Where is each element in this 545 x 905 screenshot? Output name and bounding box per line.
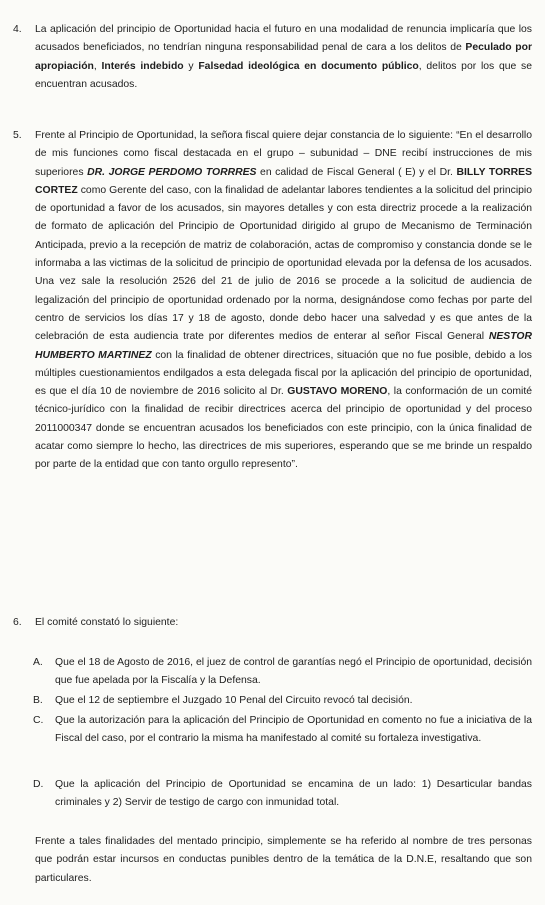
item-6-number: 6.: [13, 617, 22, 628]
point-c-label: C.: [33, 715, 44, 726]
item-5-number: 5.: [13, 130, 22, 141]
point-d-text: Que la aplicación del Principio de Oportunidad se encamina de un lado: 1) Desarticular bandas criminales y 2) Servir de testigo de cargo con inmunidad total.: [55, 779, 532, 809]
point-d-label: D.: [33, 779, 44, 790]
item-5-text-2: en calidad de Fiscal General ( E) y el Dr.: [256, 166, 457, 178]
item-5-text-1: Frente al Principio de Oportunidad, la señora fiscal quiere dejar constancia de lo siguiente: “En el desarrollo de mis funciones como fiscal destacada en el grupo – subunidad – DNE recibí instrucciones de mis superiores: [35, 130, 532, 178]
item-5-paragraph: [35, 127, 532, 475]
crime-interes-indebido: Interés indebido: [101, 60, 184, 72]
item-4-sep-1: ,: [93, 60, 102, 72]
item-4-sep-2: y: [183, 60, 199, 72]
item-5-text-5: , la conformación de un comité técnico-jurídico con la finalidad de recibir directrices acerca del principio de oportunidad y del proceso 2011000347 donde se encuentran acusados los beneficiados con este principio, con la única finalidad de acatar como siempre lo hecho, las directrices de mis superiores, esperando que se me brinde un respaldo por parte de la entidad que con tanto orgullo represento”.: [35, 386, 532, 471]
point-a-text: Que el 18 de Agosto de 2016, el juez de control de garantías negó el Principio de oportunidad, decisión que fue apelada por la Fiscalía y la Defensa.: [55, 657, 532, 687]
point-c-text: Que la autorización para la aplicación del Principio de Oportunidad en comento no fue a iniciativa de la Fiscal del caso, por el contrario la misma ha manifestado al comité su fortaleza investigativa.: [55, 715, 532, 745]
point-a-label: A.: [33, 657, 43, 668]
closing-paragraph: Frente a tales finalidades del mentado principio, simplemente se ha referido al nombre de tres personas que podrán estar incursos en conductas punibles dentro de la temática de la D.N.E, resaltando que son particulares.: [35, 836, 532, 884]
point-b-text: Que el 12 de septiembre el Juzgado 10 Penal del Circuito revocó tal decisión.: [55, 695, 413, 706]
crime-peculado: Peculado por apropiación: [35, 42, 533, 72]
point-b-label: B.: [33, 695, 43, 706]
crime-falsedad: Falsedad ideológica en documento público: [198, 60, 419, 72]
item-4-text-2: , delitos por los que se encuentran acusados.: [35, 60, 533, 90]
name-jorge-perdomo: DR. JORGE PERDOMO TORRRES: [87, 166, 257, 178]
name-nestor-martinez: NESTOR HUMBERTO MARTINEZ: [35, 331, 532, 361]
item-5-text-3: como Gerente del caso, con la finalidad de adelantar labores tendientes a la solicitud del principio de oportunidad a favor de los acusados, sin mayores detalles y con esta directriz procede a la realización de formato de aplicación del Principio de Oportunidad dirigido al grupo de Mecanismo de Terminación Anticipada, previo a la recepción de matriz de colaboración, actas de compromiso y constancia donde se le informaba a las victimas de la solicitud de principio de oportunidad elevada por la defensa de los acusados. Una vez sale la resolución 2526 del 21 de julio de 2016 se procede a la solicitud de audiencia de legalización del principio de oportunidad ordenado por la norma, designándose como fechas por parte del centro de servicios los días 17 y 18 de agosto, donde debo hacer una salvedad y es que antes de la celebración de esta audiencia trate por diferentes medios de enterar al señor Fiscal General: [35, 184, 532, 343]
name-gustavo-moreno: GUSTAVO MORENO: [287, 386, 388, 398]
item-5-text-4: con la finalidad de obtener directrices, situación que no fue posible, debido a los múltiples cuestionamientos endilgados a esta delegada fiscal por la aplicación del principio de oportunidad, es que el día 10 de noviembre de 2016 solicito al Dr.: [35, 349, 532, 398]
item-4-paragraph: [35, 21, 532, 94]
item-4-number: 4.: [13, 24, 22, 35]
item-4-text-1: La aplicación del principio de Oportunidad hacia el futuro en una modalidad de renuncia implicaría que los acusados beneficiados, no tendrían ninguna responsabilidad penal de cara a los delitos de: [35, 24, 532, 54]
item-6-intro: El comité constató lo siguiente:: [35, 617, 179, 628]
name-billy-torres: BILLY TORRES CORTEZ: [35, 166, 533, 196]
